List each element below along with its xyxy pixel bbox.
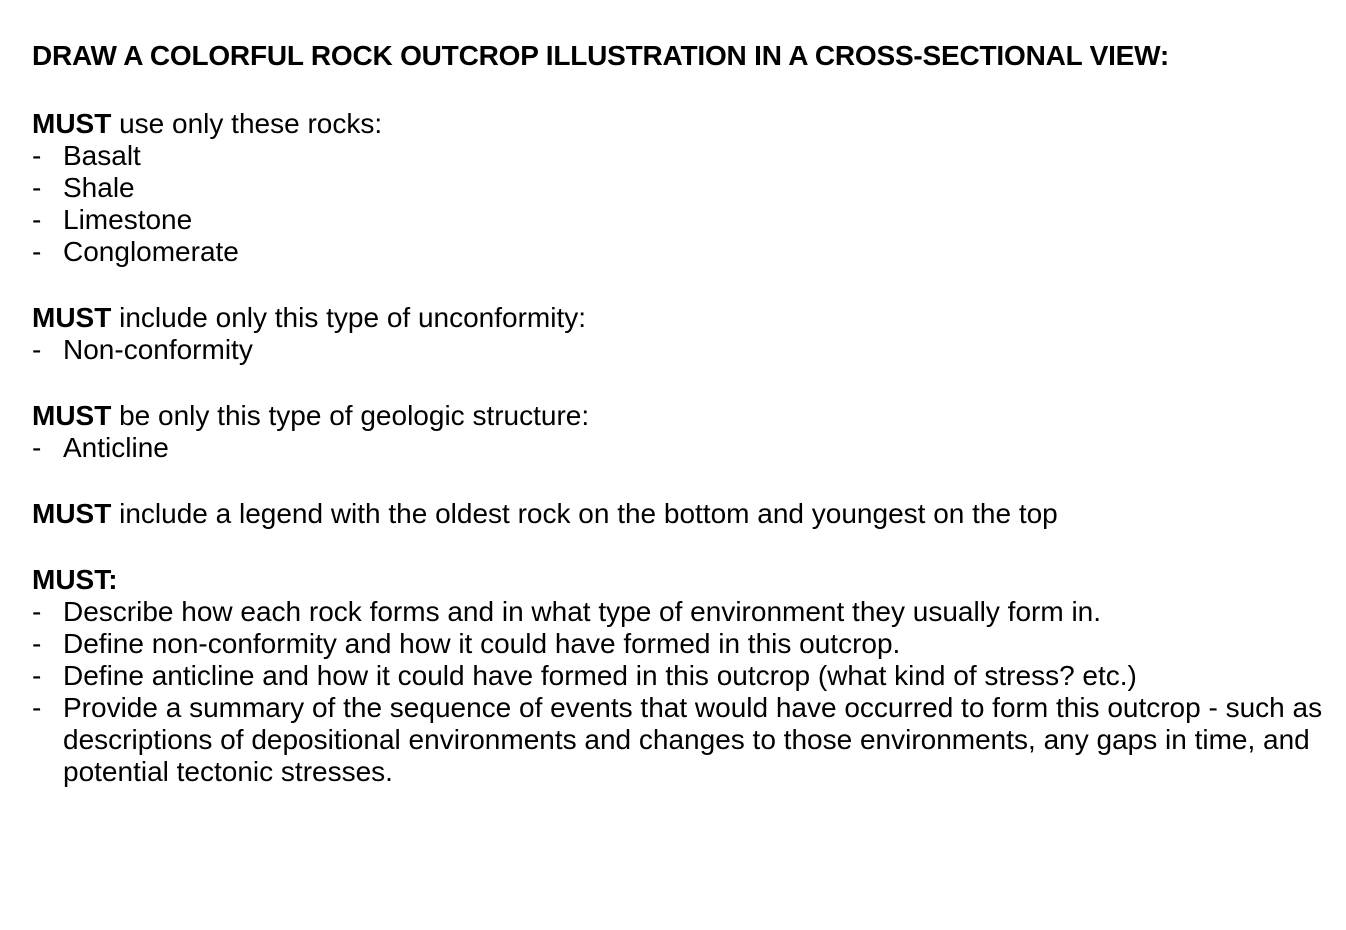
dash-bullet: - xyxy=(32,140,42,171)
must-label: MUST xyxy=(32,302,112,333)
list-item xyxy=(32,660,1332,692)
legend-heading-text: include a legend with the oldest rock on the bottom and youngest on the top xyxy=(111,498,1058,529)
must-label: MUST xyxy=(32,400,112,431)
dash-bullet: - xyxy=(32,660,42,691)
unconformity-type: Non-conformity xyxy=(63,334,253,365)
structure-heading-text: be only this type of geologic structure: xyxy=(111,400,590,431)
dash-bullet: - xyxy=(32,596,42,627)
list-item xyxy=(32,692,1332,788)
list-item xyxy=(32,236,1332,268)
tasks-list xyxy=(32,596,1332,788)
tasks-section xyxy=(32,564,1332,788)
rocks-heading-text: use only these rocks: xyxy=(111,108,383,139)
task-describe-rocks: Describe how each rock forms and in what type of environment they usually form in. xyxy=(63,596,1102,627)
legend-section xyxy=(32,498,1332,530)
structure-section xyxy=(32,400,1332,464)
must-label: MUST xyxy=(32,108,112,139)
list-item xyxy=(32,628,1332,660)
task-sequence-summary: Provide a summary of the sequence of events that would have occurred to form this outcrop - such as descriptions of depositional environments and changes to those environments, any gaps in time, and potential tectonic stresses. xyxy=(63,692,1323,787)
dash-bullet: - xyxy=(32,692,42,723)
legend-heading xyxy=(32,498,1332,530)
list-item xyxy=(32,596,1332,628)
list-item xyxy=(32,140,1332,172)
dash-bullet: - xyxy=(32,432,42,463)
rock-shale: Shale xyxy=(63,172,135,203)
list-item xyxy=(32,432,1332,464)
dash-bullet: - xyxy=(32,236,42,267)
unconformity-heading-text: include only this type of unconformity: xyxy=(111,302,587,333)
assignment-document xyxy=(32,38,1332,788)
list-item xyxy=(32,172,1332,204)
rocks-section xyxy=(32,108,1332,268)
dash-bullet: - xyxy=(32,628,42,659)
dash-bullet: - xyxy=(32,172,42,203)
rock-conglomerate: Conglomerate xyxy=(63,236,239,267)
rocks-list xyxy=(32,140,1332,268)
structure-heading xyxy=(32,400,1332,432)
must-label: MUST: xyxy=(32,564,118,595)
tasks-heading xyxy=(32,564,1332,596)
task-define-anticline: Define anticline and how it could have formed in this outcrop (what kind of stress? etc.) xyxy=(63,660,1137,691)
rock-limestone: Limestone xyxy=(63,204,193,235)
dash-bullet: - xyxy=(32,334,42,365)
assignment-title: DRAW A COLORFUL ROCK OUTCROP ILLUSTRATION IN A CROSS-SECTIONAL VIEW: xyxy=(32,40,1169,71)
structure-type: Anticline xyxy=(63,432,169,463)
must-label: MUST xyxy=(32,498,112,529)
structure-list xyxy=(32,432,1332,464)
rocks-heading xyxy=(32,108,1332,140)
task-define-nonconformity: Define non-conformity and how it could have formed in this outcrop. xyxy=(63,628,901,659)
list-item xyxy=(32,334,1332,366)
unconformity-heading xyxy=(32,302,1332,334)
unconformity-list xyxy=(32,334,1332,366)
list-item xyxy=(32,204,1332,236)
rock-basalt: Basalt xyxy=(63,140,141,171)
unconformity-section xyxy=(32,302,1332,366)
dash-bullet: - xyxy=(32,204,42,235)
